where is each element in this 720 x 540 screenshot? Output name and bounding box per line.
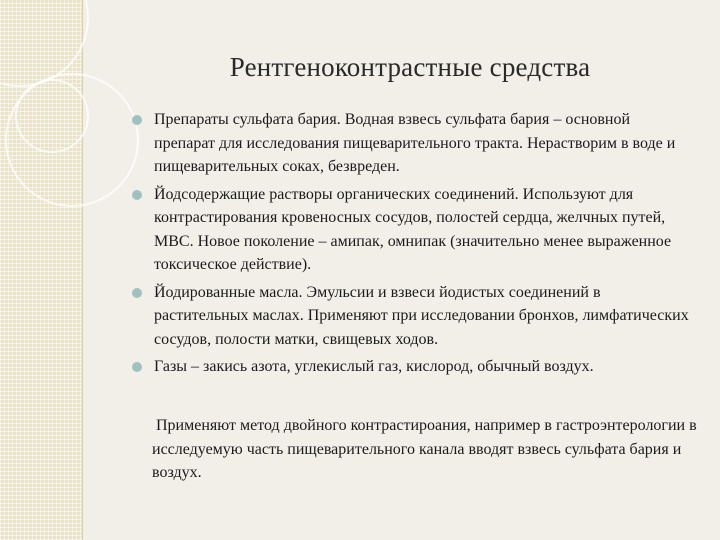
note-paragraph: Применяют метод двойного контрастироания, например в гастроэнтерологии в исследуемую часть пищеварительного канала вводят взвесь сульфата бария и воздух. — [152, 417, 697, 481]
bullet-item — [132, 281, 692, 352]
bullet-dot-icon — [132, 190, 142, 200]
decorative-circle-small — [16, 80, 88, 152]
bullet-dot-icon — [132, 115, 142, 125]
bullet-item — [132, 183, 692, 277]
bullet-text: Газы – закись азота, углекислый газ, кислород, обычный воздух. — [154, 358, 594, 375]
bullet-text: Йодированные масла. Эмульсии и взвеси йодистых соединений в растительных маслах. Применяют при исследовании бронхов, лимфатических сосудов, полости матки, свищевых ходов. — [154, 283, 689, 348]
bullet-text: Препараты сульфата бария. Водная взвесь сульфата бария – основной препарат для исследования пищеварительного тракта. Нерастворим в воде и пищеварительных соках, безвреден. — [154, 111, 676, 175]
slide-title: Рентгеноконтрастные средства — [229, 52, 591, 82]
bullet-list — [132, 108, 692, 383]
bullet-dot-icon — [132, 362, 142, 372]
bullet-text: Йодсодержащие растворы органических соединений. Используют для контрастирования кровеносных сосудов, полостей сердца, желчных путей, МВС. Новое поколение – амипак, омнипак (значительно менее выраженное токсическое действие). — [154, 185, 672, 273]
bullet-item — [132, 108, 692, 179]
bullet-item — [132, 355, 692, 379]
bullet-dot-icon — [132, 288, 142, 298]
